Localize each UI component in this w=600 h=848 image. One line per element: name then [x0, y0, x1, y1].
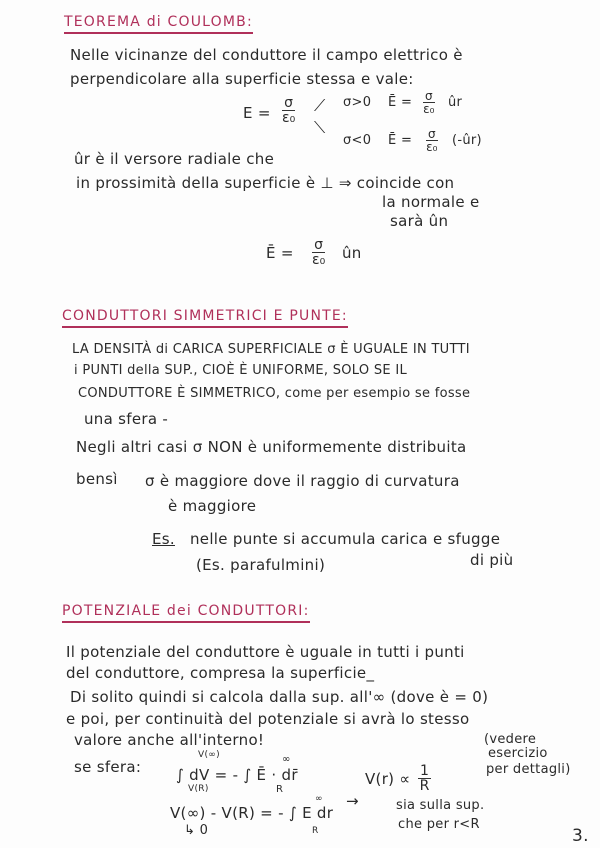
fraction	[312, 238, 325, 267]
text-line: la normale e	[382, 193, 480, 211]
branch-arrow-icon: ⟋	[314, 96, 326, 115]
note-line: (vedere	[484, 732, 537, 747]
text-line: i PUNTI della SUP., CIOÈ È UNIFORME, SOLO SE IL	[74, 363, 408, 378]
sphere-label: se sfera:	[74, 758, 142, 776]
case-positive: σ>0	[343, 95, 372, 110]
limit-note: ↳ 0	[184, 823, 209, 838]
section-title-symmetric-conductors: CONDUTTORI SIMMETRICI E PUNTE:	[62, 308, 348, 328]
text-line: CONDUTTORE È SIMMETRICO, come per esempio se fosse	[78, 386, 471, 401]
proportionality: V(r) ∝	[365, 770, 411, 788]
text-line: Nelle vicinanze del conduttore il campo elettrico è	[70, 46, 463, 64]
section-title-coulomb: TEOREMA di COULOMB:	[64, 14, 253, 34]
denominator: ε₀	[282, 110, 296, 126]
text-line: in prossimità della superficie è ⊥ ⇒ coincide con	[76, 174, 455, 192]
text-line: Il potenziale del conduttore è uguale in tutti i punti	[66, 643, 465, 661]
text-line: ûr è il versore radiale che	[74, 150, 275, 168]
denominator: R	[419, 778, 430, 794]
text-line: di più	[470, 551, 514, 569]
integral-upper: ∞	[282, 754, 291, 765]
fraction	[418, 764, 431, 793]
formula-lhs: E =	[243, 104, 271, 122]
case-negative-eq: Ē =	[388, 133, 413, 148]
branch-arrow-icon: ⟍	[314, 118, 326, 137]
section-title-potential: POTENZIALE dei CONDUTTORI:	[62, 603, 310, 623]
numerator: σ	[428, 127, 436, 141]
text-line: nelle punte si accumula carica e sfugge	[190, 530, 501, 548]
unit-vector: ûn	[342, 244, 362, 262]
text-line: Di solito quindi si calcola dalla sup. all'∞ (dove è = 0)	[70, 688, 489, 706]
numerator: σ	[314, 237, 324, 253]
numerator: 1	[420, 763, 429, 779]
fraction	[282, 96, 295, 125]
text-line-lead: bensì	[76, 470, 118, 488]
text-line: perpendicolare alla superficie stessa e vale:	[70, 70, 414, 88]
integral-lower: V(R)	[188, 784, 209, 794]
page-number: 3.	[572, 826, 589, 846]
arrow-icon: →	[346, 792, 359, 810]
case-positive-eq: Ē =	[388, 95, 413, 110]
unit-vector: ûr	[448, 95, 463, 110]
text-line: Negli altri casi σ NON è uniformemente distribuita	[76, 438, 467, 456]
integral-2: V(∞) - V(R) = - ∫ E dr	[170, 804, 334, 822]
text-line: σ è maggiore dove il raggio di curvatura	[145, 472, 460, 490]
denominator: ε₀	[312, 252, 326, 268]
result-line: che per r<R	[398, 817, 480, 832]
integral-upper: V(∞)	[198, 750, 220, 760]
denominator: ε₀	[423, 102, 435, 116]
text-line: è maggiore	[168, 497, 257, 515]
integral-lower: R	[276, 784, 284, 795]
result-line: sia sulla sup.	[396, 798, 485, 813]
text-line: valore anche all'interno!	[74, 731, 265, 749]
text-line: una sfera -	[84, 410, 169, 428]
case-negative: σ<0	[343, 133, 372, 148]
text-line: sarà ûn	[390, 212, 449, 230]
denominator: ε₀	[426, 140, 438, 154]
formula-lhs: Ē =	[266, 244, 294, 262]
unit-vector: (-ûr)	[452, 133, 482, 148]
text-line: e poi, per continuità del potenziale si avrà lo stesso	[66, 710, 470, 728]
integral-1: ∫ dV = - ∫ Ē · dr̄	[176, 766, 298, 784]
fraction	[426, 128, 438, 153]
numerator: σ	[425, 89, 433, 103]
text-line: (Es. parafulmini)	[196, 556, 326, 574]
note-line: esercizio	[488, 746, 548, 761]
integral-upper: ∞	[315, 794, 323, 804]
text-line: del conduttore, compresa la superficie_	[66, 664, 375, 682]
fraction	[423, 90, 435, 115]
text-line: LA DENSITÀ di CARICA SUPERFICIALE σ È UGUALE IN TUTTI	[72, 342, 470, 357]
example-label: Es.	[152, 530, 175, 548]
note-line: per dettagli)	[486, 762, 571, 777]
numerator: σ	[284, 95, 294, 111]
integral-lower: R	[312, 826, 319, 836]
